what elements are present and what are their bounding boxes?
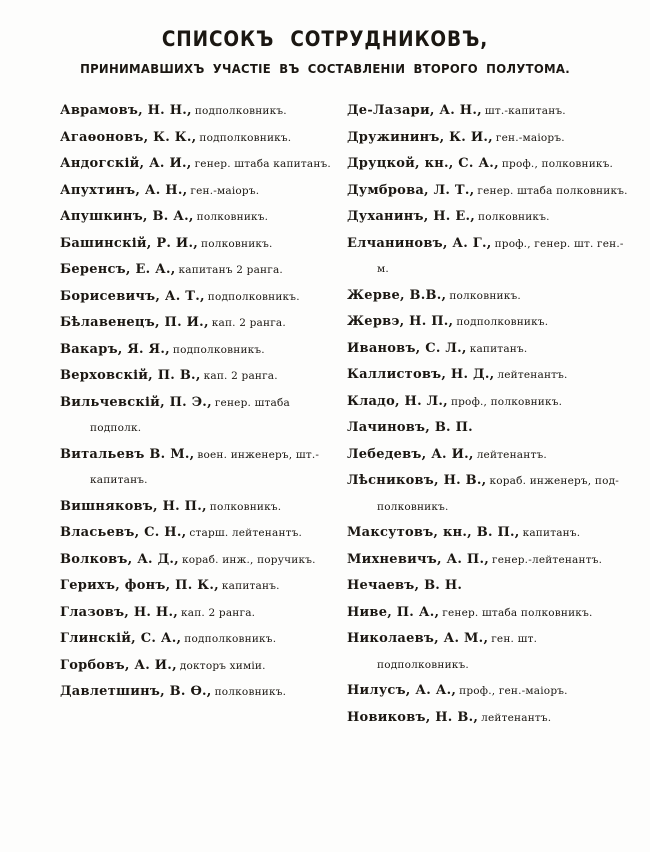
contributor-entry [347, 309, 628, 336]
contributor-name: Апушкинъ, В. А., [60, 209, 194, 224]
contributor-rank: капитанъ. [221, 580, 280, 592]
contributor-name: Друцкой, кн., С. А., [347, 156, 499, 171]
contributor-rank: капитанъ 2 ранга. [178, 264, 283, 276]
contributor-entry [60, 520, 341, 547]
contributor-name: Максутовъ, кн., В. П., [347, 525, 520, 540]
contributor-name: Власьевъ, С. Н., [60, 525, 187, 540]
contributor-entry [347, 151, 628, 178]
contributor-name: Волковъ, А. Д., [60, 551, 179, 567]
contributor-name: Давлетшинъ, В. Ѳ., [60, 684, 212, 699]
contributor-rank: подполковникъ. [184, 633, 277, 645]
contributor-name: Глинскій, С. А., [60, 631, 182, 646]
contributor-entry [60, 390, 341, 442]
contributor-entry [347, 678, 628, 705]
contributor-name: Ниве, П. А., [347, 604, 440, 620]
contributor-rank: подполковникъ. [194, 105, 287, 117]
contributor-entry [60, 231, 341, 258]
contributor-entry [347, 204, 628, 231]
contributor-entry [347, 178, 628, 205]
contributor-rank: ген. шт. подполковникъ. [377, 633, 538, 671]
contributor-name: Лачиновъ, В. П. [347, 420, 473, 435]
contributor-name: Духанинъ, Н. Е., [347, 209, 476, 224]
contributor-rank: ген.-маіоръ. [190, 184, 260, 197]
contributor-rank: подполковникъ. [207, 290, 300, 303]
contributor-name: Вильчевскій, П. Э., [60, 394, 212, 410]
contributor-rank: капитанъ. [522, 527, 581, 539]
contributor-rank: шт.-капитанъ. [484, 105, 566, 117]
contributor-name: Глазовъ, Н. Н., [60, 604, 179, 620]
contributor-rank: проф., ген.-маіоръ. [459, 685, 568, 697]
contributor-rank: генер. штаба полковникъ. [477, 184, 628, 197]
contributor-rank: лейтенантъ. [481, 711, 552, 724]
contributor-rank: полковникъ. [449, 289, 521, 302]
contributor-rank: подполковникъ. [456, 316, 549, 328]
contributor-name: Апухтинъ, А. Н., [60, 182, 188, 198]
contributor-rank: подполковникъ. [172, 343, 265, 356]
contributor-name: Бѣлавенецъ, П. И., [60, 315, 209, 330]
contributor-entry [60, 310, 341, 337]
contributor-rank: лейтенантъ. [497, 369, 568, 381]
contributor-entry [347, 125, 628, 152]
contributor-entry [60, 98, 341, 125]
contributor-rank: кораб. инж., поручикъ. [181, 553, 316, 566]
contributor-rank: старш. лейтенантъ. [189, 527, 303, 539]
contributor-name: Лебедевъ, А. И., [347, 446, 474, 462]
contributor-entry [347, 547, 628, 574]
page-title: СПИСОКЪ СОТРУДНИКОВЪ, [161, 27, 489, 51]
contributor-name: Нилусъ, А. А., [347, 683, 457, 698]
contributor-name: Дружининъ, К. И., [347, 129, 493, 145]
contributor-entry [60, 284, 341, 311]
contributor-rank: полковникъ. [214, 686, 287, 698]
contributor-entry [347, 336, 628, 363]
contributor-rank: лейтенантъ. [476, 448, 547, 461]
contributor-name: Аврамовъ, Н. Н., [60, 103, 192, 118]
contributor-name: Борисевичъ, А. Т., [60, 288, 205, 304]
contributor-name: Ивановъ, С. Л., [347, 340, 467, 356]
contributor-rank: проф., полковникъ. [501, 158, 614, 170]
contributor-entry [347, 283, 628, 310]
contributor-entry [60, 573, 341, 600]
contributors-list [60, 98, 650, 731]
contributor-rank: генер.-лейтенантъ. [492, 553, 603, 566]
contributor-entry [60, 363, 341, 390]
contributor-rank: полковникъ. [209, 500, 282, 513]
contributor-entry [347, 442, 628, 469]
contributor-entry [60, 626, 341, 653]
contributor-name: Беренсъ, Е. А., [60, 262, 176, 277]
contributor-entry [347, 600, 628, 627]
contributor-rank: проф., генер. шт. ген.-м. [377, 237, 624, 275]
contributor-name: Кладо, Н. Л., [347, 393, 448, 409]
contributor-entry [347, 362, 628, 389]
contributor-name: Каллистовъ, Н. Д., [347, 367, 495, 382]
contributor-entry [60, 125, 341, 152]
contributors-column-right [347, 98, 628, 731]
contributor-entry [60, 600, 341, 627]
contributor-entry [347, 520, 628, 547]
contributor-entry [60, 494, 341, 521]
contributor-name: Лѣсниковъ, Н. В., [347, 473, 487, 488]
contributor-name: Вишняковъ, Н. П., [60, 498, 207, 514]
contributor-name: Николаевъ, А. М., [347, 631, 489, 646]
contributor-entry [347, 389, 628, 416]
contributor-rank: кораб. инженеръ, под- [489, 475, 620, 487]
contributor-name: Башинскій, Р. И., [60, 235, 199, 251]
contributor-rank: генер. штаба подполк. [90, 396, 290, 434]
contributor-entry [60, 204, 341, 231]
contributor-rank: кап. 2 ранга. [181, 606, 256, 619]
contributor-rank: подполковникъ. [199, 131, 292, 144]
contributor-entry [60, 547, 341, 574]
contributor-rank: проф., полковникъ. [450, 395, 563, 408]
contributor-name: Агаѳоновъ, К. К., [60, 129, 197, 145]
contributor-name: Елчаниновъ, А. Г., [347, 235, 492, 251]
contributor-entry [60, 178, 341, 205]
contributor-name: Думброва, Л. Т., [347, 182, 475, 198]
contributor-entry [347, 573, 628, 600]
contributor-entry [60, 679, 341, 706]
contributor-entry [347, 415, 628, 442]
contributor-entry [60, 653, 341, 680]
contributor-rank: капитанъ. [469, 342, 528, 355]
contributor-entry [347, 626, 628, 678]
contributor-name: Де-Лазари, А. Н., [347, 103, 482, 118]
contributor-name: Жерве, В.В., [347, 287, 447, 303]
page-subtitle: ПРИНИМАВШИХЪ УЧАСТІЕ ВЪ СОСТАВЛЕНІИ ВТОРОГО ПОЛУТОМА. [80, 62, 570, 76]
contributor-rank: полковникъ. [478, 211, 550, 223]
contributor-entry [60, 257, 341, 284]
contributor-rank: генер. штаба полковникъ. [442, 606, 593, 619]
contributor-name: Нечаевъ, В. Н. [347, 578, 463, 593]
contributor-entry [347, 705, 628, 732]
contributor-name: Витальевъ В. М., [60, 446, 195, 462]
contributor-entry [347, 231, 628, 283]
contributor-name: Верховскій, П. В., [60, 368, 201, 383]
contributor-rank: воен. инженеръ, шт.- [197, 448, 320, 461]
contributor-rank: кап. 2 ранга. [211, 317, 286, 329]
contributor-entry [60, 151, 341, 178]
contributor-entry [347, 98, 628, 125]
contributor-name: Новиковъ, Н. В., [347, 709, 479, 725]
contributor-rank: полковникъ. [201, 237, 273, 250]
contributors-column-left [60, 98, 341, 731]
contributor-entry [347, 468, 628, 520]
contributor-name: Андогскій, А. И., [60, 156, 192, 171]
contributor-entry [60, 337, 341, 364]
contributor-name: Михневичъ, А. П., [347, 551, 490, 567]
contributor-name: Горбовъ, А. И., [60, 657, 177, 673]
contributor-name: Жервэ, Н. П., [347, 314, 454, 329]
contributor-name: Герихъ, фонъ, П. К., [60, 578, 219, 593]
contributor-rank: полковникъ. [196, 211, 269, 223]
contributor-name: Вакаръ, Я. Я., [60, 341, 170, 357]
contributor-rank: ген.-маіоръ. [495, 131, 565, 144]
contributor-rank: докторъ химіи. [179, 659, 266, 672]
contributor-entry [60, 442, 341, 494]
contributor-rank-continuation: полковникъ. [377, 500, 449, 513]
contributor-rank: кап. 2 ранга. [203, 370, 278, 382]
contributor-rank: генер. штаба капитанъ. [194, 158, 331, 170]
contributor-rank-continuation: капитанъ. [90, 474, 148, 486]
